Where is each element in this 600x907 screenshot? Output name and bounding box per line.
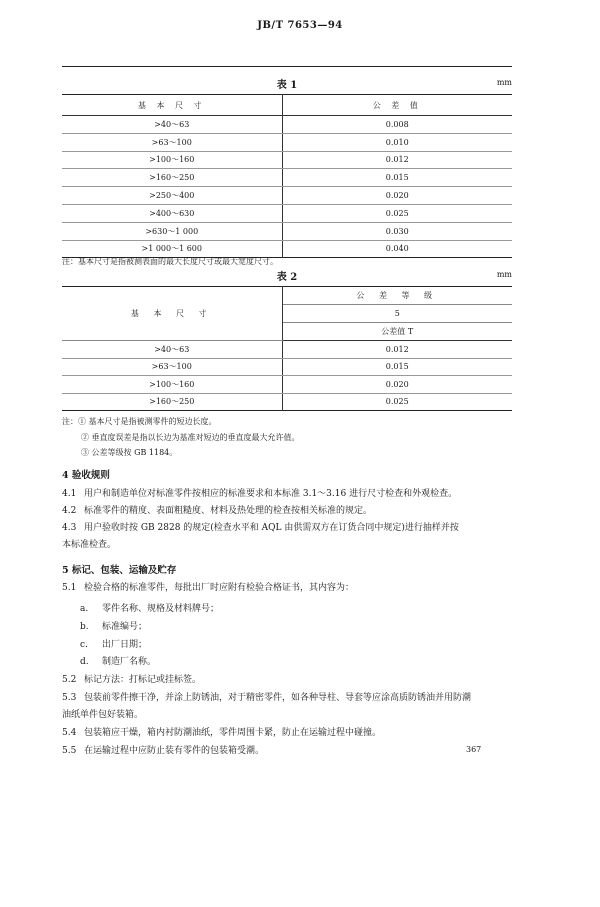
paragraph-5-3-cont: 油纸单件包好装箱。 bbox=[62, 710, 144, 720]
table2-tol-header: 公差值 T bbox=[282, 323, 512, 341]
size-cell: >160～250 bbox=[62, 393, 282, 411]
clause-number: 4.2 bbox=[62, 506, 77, 516]
table-row bbox=[62, 358, 512, 376]
table-row bbox=[62, 187, 512, 205]
table2-col1-header: 基 本 尺 寸 bbox=[62, 287, 282, 341]
table1-col1-header: 基 本 尺 寸 bbox=[62, 95, 282, 116]
table2-note-1: 注：① 基本尺寸是指被测零件的短边长度。 bbox=[62, 417, 217, 426]
item-letter: c. bbox=[80, 640, 88, 650]
item-text: 标准编号； bbox=[102, 622, 148, 632]
table2-grade-value: 5 bbox=[282, 305, 512, 323]
size-cell: >40～63 bbox=[62, 341, 282, 359]
paragraph-5-3 bbox=[62, 690, 512, 707]
size-cell: >100～160 bbox=[62, 151, 282, 169]
paragraph-5-5 bbox=[62, 743, 512, 760]
table-row bbox=[62, 222, 512, 240]
table1 bbox=[62, 94, 512, 258]
clause-text: 包装前零件擦干净，并涂上防锈油，对于精密零件，如各种导柱、导套等应涂高质防锈油并用防潮 bbox=[84, 693, 472, 703]
size-cell: >63～100 bbox=[62, 133, 282, 151]
paragraph-4-3 bbox=[62, 520, 512, 537]
clause-number: 5.2 bbox=[62, 675, 77, 685]
clause-text: 包装箱应干燥，箱内衬防潮油纸，零件周围卡紧，防止在运输过程中碰撞。 bbox=[84, 728, 382, 738]
tolerance-cell: 0.010 bbox=[282, 133, 512, 151]
section4-heading: 4 验收规则 bbox=[62, 470, 110, 481]
tolerance-cell: 0.020 bbox=[282, 376, 512, 394]
size-cell: >63～100 bbox=[62, 358, 282, 376]
table2-note-2: ② 垂直度误差是指以长边为基准对短边的垂直度最大允许值。 bbox=[81, 433, 300, 442]
clause-number: 5.5 bbox=[62, 746, 77, 756]
item-letter: d. bbox=[80, 657, 89, 667]
size-cell: >250～400 bbox=[62, 187, 282, 205]
tolerance-cell: 0.012 bbox=[282, 341, 512, 359]
clause-text: 用户验收时按 GB 2828 的规定(检查水平和 AQL 由供需双方在订货合同中规定)进行抽样并按 bbox=[84, 523, 459, 533]
tolerance-cell: 0.040 bbox=[385, 244, 409, 254]
list-item bbox=[80, 654, 156, 667]
table1-unit: mm bbox=[496, 78, 512, 87]
table-row bbox=[62, 151, 512, 169]
tolerance-cell: 0.012 bbox=[282, 151, 512, 169]
paragraph-4-3-cont: 本标准检查。 bbox=[62, 540, 117, 550]
table-row bbox=[62, 204, 512, 222]
table-row bbox=[62, 133, 512, 151]
size-cell: >1 000～1 600 bbox=[62, 240, 282, 258]
table1-title: 表 1 bbox=[276, 80, 298, 91]
table2-grade-header: 公 差 等 级 bbox=[282, 287, 512, 305]
table2-caption bbox=[62, 268, 512, 282]
item-text: 制造厂名称。 bbox=[102, 657, 157, 667]
standard-header: JB/T 7653—94 bbox=[257, 20, 343, 31]
tolerance-cell: 0.015 bbox=[282, 358, 512, 376]
header-rule bbox=[62, 66, 512, 67]
item-text: 出厂日期； bbox=[102, 640, 148, 650]
item-letter: b. bbox=[80, 622, 89, 632]
table-row bbox=[62, 376, 512, 394]
item-letter: a. bbox=[80, 604, 89, 614]
section5-heading: 5 标记、包装、运输及贮存 bbox=[62, 565, 177, 576]
clause-number: 5.3 bbox=[62, 693, 77, 703]
clause-text: 标记方法：打标记或挂标签。 bbox=[84, 675, 202, 685]
table-row bbox=[62, 116, 512, 134]
clause-number: 5.1 bbox=[62, 583, 77, 593]
item-text: 零件名称、规格及材料牌号； bbox=[102, 604, 220, 614]
tolerance-cell: 0.025 bbox=[385, 397, 409, 407]
table1-col2-header: 公 差 值 bbox=[282, 95, 512, 116]
table-row bbox=[62, 169, 512, 187]
table2-title: 表 2 bbox=[276, 272, 298, 283]
paragraph-5-4 bbox=[62, 725, 512, 742]
tolerance-cell: 0.015 bbox=[282, 169, 512, 187]
paragraph-5-1 bbox=[62, 580, 512, 597]
tolerance-cell: 0.008 bbox=[282, 116, 512, 134]
size-cell: >630～1 000 bbox=[62, 222, 282, 240]
clause-number: 4.3 bbox=[62, 523, 77, 533]
clause-number: 5.4 bbox=[62, 728, 77, 738]
table1-note: 注：基本尺寸是指被测表面的最大长度尺寸或最大宽度尺寸。 bbox=[62, 257, 278, 266]
list-item bbox=[80, 619, 147, 632]
table1-caption bbox=[62, 76, 512, 90]
tolerance-cell: 0.030 bbox=[282, 222, 512, 240]
table2 bbox=[62, 286, 512, 411]
page-number: 367 bbox=[466, 745, 482, 754]
tolerance-cell: 0.020 bbox=[282, 187, 512, 205]
list-item bbox=[80, 637, 147, 650]
table2-note-3: ③ 公差等级按 GB 1184。 bbox=[81, 448, 178, 457]
paragraph-5-2 bbox=[62, 672, 512, 689]
size-cell: >100～160 bbox=[62, 376, 282, 394]
tolerance-cell: 0.025 bbox=[282, 204, 512, 222]
table-row bbox=[62, 393, 512, 411]
clause-text: 用户和制造单位对标准零件按相应的标准要求和本标准 3.1～3.16 进行尺寸检查和外观检查。 bbox=[84, 489, 458, 499]
table2-header-row bbox=[62, 287, 512, 305]
paragraph-4-2 bbox=[62, 503, 512, 520]
size-cell: >40～63 bbox=[62, 116, 282, 134]
clause-text: 标准零件的精度、表面粗糙度、材料及热处理的检查按相关标准的规定。 bbox=[84, 506, 373, 516]
paragraph-4-1 bbox=[62, 486, 512, 503]
clause-number: 4.1 bbox=[62, 489, 77, 499]
size-cell: >160～250 bbox=[62, 169, 282, 187]
table-row bbox=[62, 341, 512, 359]
size-cell: >400～630 bbox=[62, 204, 282, 222]
table2-unit: mm bbox=[496, 270, 512, 279]
clause-text: 检验合格的标准零件，每批出厂时应附有检验合格证书，其内容为： bbox=[84, 583, 355, 593]
list-item bbox=[80, 601, 219, 614]
clause-text: 在运输过程中应防止装有零件的包装箱受潮。 bbox=[84, 746, 265, 756]
